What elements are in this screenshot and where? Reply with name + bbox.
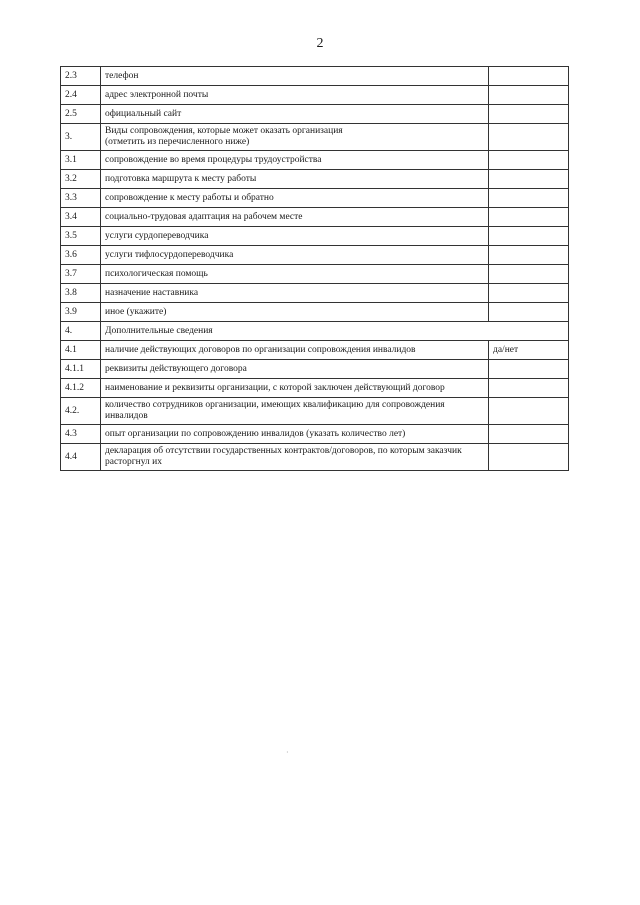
row-value-field[interactable] <box>489 189 569 208</box>
row-label: Дополнительные сведения <box>101 322 569 341</box>
table-row <box>61 170 569 189</box>
row-number: 3.3 <box>61 189 101 208</box>
row-value-field[interactable] <box>489 284 569 303</box>
row-value-field[interactable]: да/нет <box>489 341 569 360</box>
row-label: наименование и реквизиты организации, с которой заключен действующий договор <box>101 379 489 398</box>
table-row <box>61 208 569 227</box>
table-row <box>61 303 569 322</box>
row-number: 4.2. <box>61 398 101 425</box>
table-row <box>61 398 569 425</box>
row-label: сопровождение во время процедуры трудоустройства <box>101 151 489 170</box>
table-row <box>61 425 569 444</box>
table-row <box>61 227 569 246</box>
table-row <box>61 444 569 471</box>
row-value-field[interactable] <box>489 151 569 170</box>
table-row <box>61 265 569 284</box>
table-row <box>61 246 569 265</box>
row-value-field[interactable] <box>489 425 569 444</box>
page-number: 2 <box>316 36 324 51</box>
row-value-field[interactable] <box>489 398 569 425</box>
row-value-field[interactable] <box>489 227 569 246</box>
row-label: Виды сопровождения, которые может оказать организация (отметить из перечисленного ниже) <box>101 124 489 151</box>
row-label: иное (укажите) <box>101 303 489 322</box>
row-number: 3.4 <box>61 208 101 227</box>
row-label: опыт организации по сопровождению инвалидов (указать количество лет) <box>101 425 489 444</box>
table-row <box>61 189 569 208</box>
table-row <box>61 322 569 341</box>
row-number: 2.5 <box>61 105 101 124</box>
table-row <box>61 341 569 360</box>
row-value-field[interactable] <box>489 444 569 471</box>
row-label: назначение наставника <box>101 284 489 303</box>
row-label: сопровождение к месту работы и обратно <box>101 189 489 208</box>
row-value-field[interactable] <box>489 303 569 322</box>
row-number: 4.4 <box>61 444 101 471</box>
table-row <box>61 151 569 170</box>
table-row <box>61 86 569 105</box>
row-value-field[interactable] <box>489 86 569 105</box>
row-value-field[interactable] <box>489 246 569 265</box>
row-label: реквизиты действующего договора <box>101 360 489 379</box>
table-row <box>61 67 569 86</box>
row-value-field[interactable] <box>489 170 569 189</box>
table-row <box>61 124 569 151</box>
row-number: 2.3 <box>61 67 101 86</box>
row-label: социально-трудовая адаптация на рабочем месте <box>101 208 489 227</box>
row-value-field[interactable] <box>489 208 569 227</box>
form-table-body <box>61 67 569 471</box>
row-number: 3.8 <box>61 284 101 303</box>
row-number: 3.5 <box>61 227 101 246</box>
row-label: психологическая помощь <box>101 265 489 284</box>
table-row <box>61 379 569 398</box>
row-number: 3.1 <box>61 151 101 170</box>
row-label: официальный сайт <box>101 105 489 124</box>
row-number: 3.9 <box>61 303 101 322</box>
row-number: 3.2 <box>61 170 101 189</box>
row-label: услуги тифлосурдопереводчика <box>101 246 489 265</box>
table-row <box>61 360 569 379</box>
row-number: 3.6 <box>61 246 101 265</box>
row-value-field[interactable] <box>489 124 569 151</box>
row-number: 3.7 <box>61 265 101 284</box>
row-label: декларация об отсутствии государственных контрактов/договоров, по которым заказчик расторгнул их <box>101 444 489 471</box>
row-label: количество сотрудников организации, имеющих квалификацию для сопровождения инвалидов <box>101 398 489 425</box>
form-table <box>60 66 569 471</box>
row-number: 4.1.2 <box>61 379 101 398</box>
row-number: 2.4 <box>61 86 101 105</box>
row-label: адрес электронной почты <box>101 86 489 105</box>
row-number: 4.1.1 <box>61 360 101 379</box>
row-label: подготовка маршрута к месту работы <box>101 170 489 189</box>
table-row <box>61 105 569 124</box>
row-label: телефон <box>101 67 489 86</box>
row-value-field[interactable] <box>489 360 569 379</box>
row-number: 4. <box>61 322 101 341</box>
row-value-field[interactable] <box>489 105 569 124</box>
row-label: услуги сурдопереводчика <box>101 227 489 246</box>
row-number: 3. <box>61 124 101 151</box>
row-number: 4.3 <box>61 425 101 444</box>
row-number: 4.1 <box>61 341 101 360</box>
row-value-field[interactable] <box>489 67 569 86</box>
row-value-field[interactable] <box>489 265 569 284</box>
row-value-field[interactable] <box>489 379 569 398</box>
row-label: наличие действующих договоров по организации сопровождения инвалидов <box>101 341 489 360</box>
table-row <box>61 284 569 303</box>
scan-speck: · <box>286 748 289 757</box>
